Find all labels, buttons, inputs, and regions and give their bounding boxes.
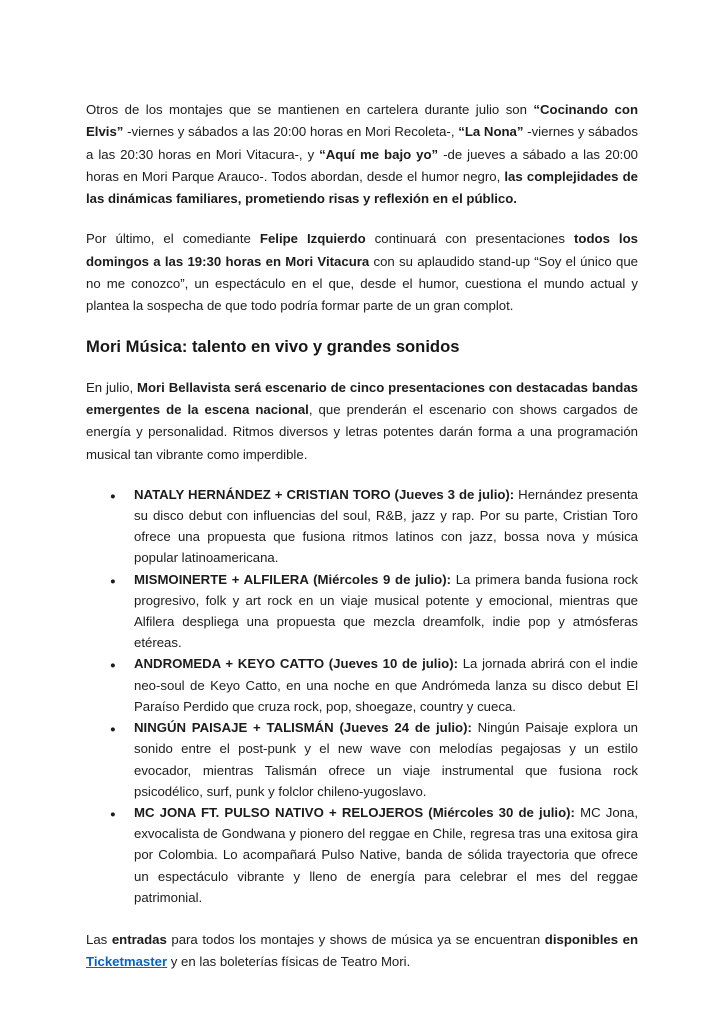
event-title: MISMOINERTE + ALFILERA (Miércoles 9 de julio): — [134, 571, 452, 587]
event-item-mc-jona-pulso-relojeros — [134, 802, 638, 908]
show-title-la-nona: “La Nona” — [458, 124, 524, 140]
text-run: con su aplaudido stand-up “Soy el único que no me conozco”, un espectáculo en el que, desde el humor, cuestiona el mundo actual y plantea la sospecha de que todo podría formar parte de un gran complot. — [86, 253, 638, 314]
schedule-bold: todos los domingos a las 19:30 horas en Mori Vitacura — [86, 231, 638, 269]
event-title: NATALY HERNÁNDEZ + CRISTIAN TORO (Jueves 3 de julio): — [134, 486, 515, 502]
paragraph-july-shows — [86, 99, 638, 210]
event-item-ningun-paisaje-talisman — [134, 717, 638, 802]
event-title: MC JONA FT. PULSO NATIVO + RELOJEROS (Miércoles 30 de julio): — [134, 804, 575, 820]
text-run: continuará con presentaciones — [365, 231, 575, 247]
text-run: -de jueves a sábado a las 20:00 horas en Mori Parque Arauco-. Todos abordan, desde el humor negro, — [86, 146, 638, 184]
text-run: para todos los montajes y shows de música ya se encuentran — [166, 931, 545, 947]
event-description: La jornada abrirá con el indie neo-soul de Keyo Catto, en una noche en que Andrómeda lanza su disco debut El Paraíso Perdido que cruza rock, pop, shoegaze, country y cueca. — [134, 656, 638, 714]
text-run: -viernes y sábados a las 20:30 horas en Mori Vitacura-, y — [86, 124, 638, 162]
event-title: NINGÚN PAISAJE + TALISMÁN (Jueves 24 de julio): — [134, 720, 472, 736]
text-run: En julio, — [86, 379, 137, 395]
event-description: La primera banda fusiona rock progresivo, folk y art rock en un viaje musical potente y emocional, mientras que Alfilera despliega una propuesta que mezcla dreamfolk, indie pop y atmósferas etéreas. — [134, 571, 638, 651]
paragraph-tickets — [86, 929, 638, 974]
comedian-name: Felipe Izquierdo — [259, 231, 366, 247]
text-run: y en las boleterías físicas de Teatro Mori. — [167, 954, 411, 970]
event-item-mismoinerte-alfilera — [134, 569, 638, 654]
bold-disponibles-en: disponibles en — [544, 931, 638, 947]
paragraph-mori-bellavista — [86, 377, 638, 466]
event-description: MC Jona, exvocalista de Gondwana y pionero del reggae en Chile, regresa tras una exitosa gira por Colombia. Lo acompañará Pulso Native, banda de sólida trayectoria que ofrece un espectáculo vibrante y lleno de energía para celebrar el mes del reggae patrimonial. — [134, 804, 639, 905]
event-description: Hernández presenta su disco debut con influencias del soul, R&B, jazz y rap. Por su parte, Cristian Toro ofrece una propuesta que fusiona ritmos latinos con jazz, bossa nova y música popular latinoamericana. — [134, 486, 638, 566]
text-run: Las — [86, 931, 112, 947]
text-run: Otros de los montajes que se mantienen en cartelera durante julio son — [86, 102, 534, 117]
show-title-aqui-me-bajo-yo: “Aquí me bajo yo” — [319, 146, 439, 162]
section-heading-mori-musica: Mori Música: talento en vivo y grandes sonidos — [86, 336, 460, 356]
text-run: -viernes y sábados a las 20:00 horas en Mori Recoleta-, — [123, 124, 459, 140]
text-run: , que prenderán el escenario con shows cargados de energía y personalidad. Ritmos diversos y letras potentes darán forma a una programación musical tan vibrante como imperdible. — [86, 401, 638, 462]
event-title: ANDROMEDA + KEYO CATTO (Jueves 10 de julio): — [134, 656, 458, 672]
event-item-nataly-cristian — [134, 484, 638, 569]
text-run: Por último, el comediante — [86, 231, 260, 247]
event-item-andromeda-keyo — [134, 653, 638, 717]
events-list — [86, 484, 638, 908]
bold-entradas: entradas — [111, 931, 167, 947]
bold-bellavista-statement: Mori Bellavista será escenario de cinco presentaciones con destacadas bandas emergentes de la escena nacional — [86, 379, 638, 417]
show-title-cocinando-con-elvis: “Cocinando con Elvis” — [86, 102, 638, 140]
bold-closing-statement: las complejidades de las dinámicas familiares, prometiendo risas y reflexión en el público. — [86, 168, 638, 207]
event-description: Ningún Paisaje explora un sonido entre el post-punk y el new wave con melodías pegajosas y un estilo evocador, mientras Talismán ofrece un viaje instrumental que fusiona rock psicodélico, surf, punk y folclor chileno-yugoslavo. — [134, 720, 638, 799]
paragraph-felipe-izquierdo — [86, 228, 638, 317]
ticketmaster-link[interactable]: Ticketmaster — [86, 954, 168, 970]
